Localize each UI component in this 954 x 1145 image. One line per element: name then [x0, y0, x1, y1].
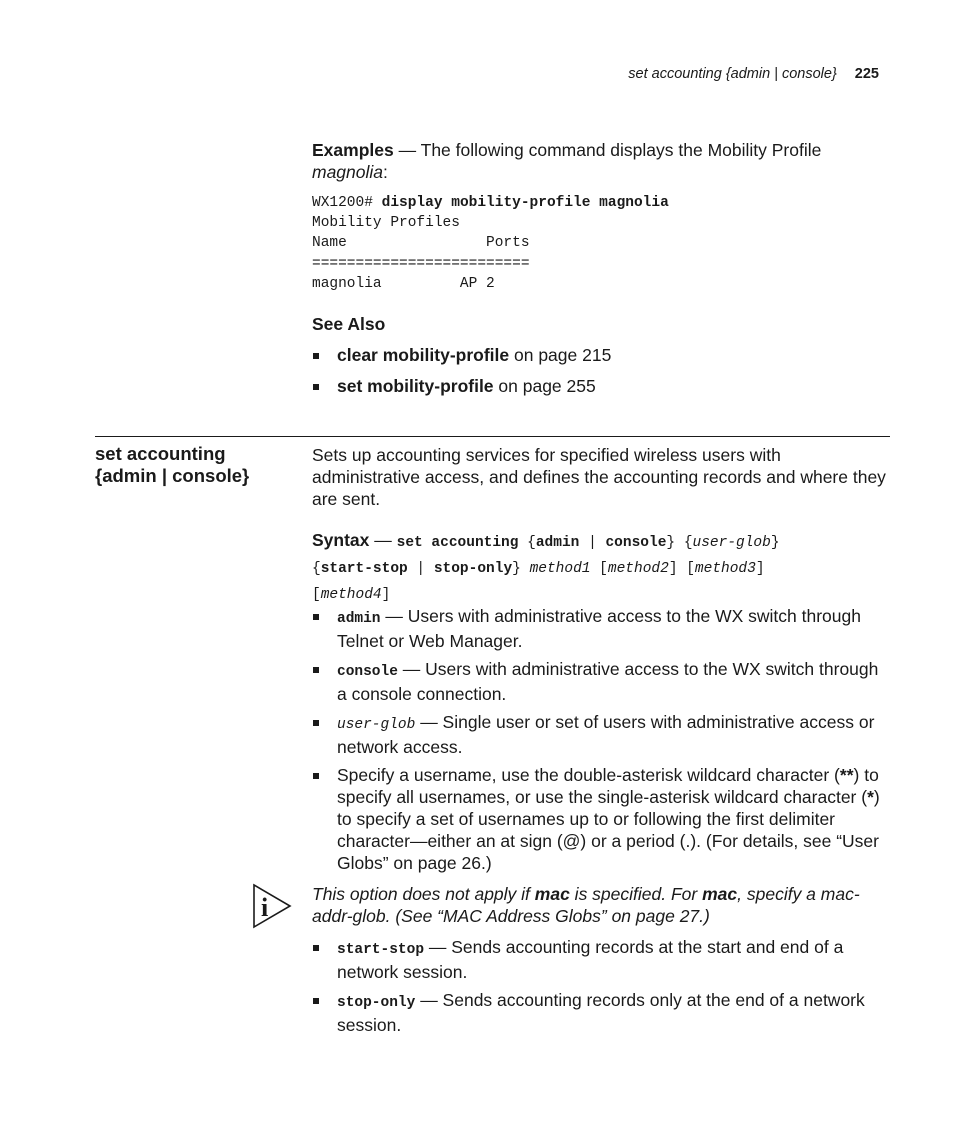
syntax-brace: { [683, 535, 693, 551]
syntax-label: Syntax [312, 530, 370, 550]
code-prompt: WX1200# [312, 195, 382, 211]
wildcard-double-asterisk: ** [839, 765, 854, 785]
syntax-stop-only: stop-only [433, 561, 513, 577]
code-line: Mobility Profiles [312, 215, 460, 232]
param-text: — Sends accounting records only at the end of a network session. [337, 990, 865, 1035]
syntax-admin: admin [535, 535, 580, 551]
syntax-brace: } [666, 535, 684, 551]
syntax-cmd: set accounting [396, 535, 519, 551]
code-line: ========================= [312, 255, 530, 272]
section-description: Sets up accounting services for specified wireless users with administrative access, and defines the accounting records and where they are sent. [312, 445, 886, 509]
note-text: is specified. For [569, 884, 703, 904]
profile-name: magnolia [312, 162, 384, 182]
syntax-dash: — [369, 530, 397, 550]
examples-paragraph [312, 139, 872, 183]
param-term: start-stop [337, 942, 425, 958]
see-also-heading: See Also [312, 314, 386, 334]
wildcard-text: ) to specify a set of usernames up to or following the first delimiter character—either an at sign (@) or a period (.). (For details, see “User Globs” on page 26.) [337, 787, 880, 873]
syntax-method: method1 [529, 561, 591, 577]
syntax-brace: } [512, 561, 530, 577]
syntax-method: method3 [694, 561, 756, 577]
note-text: , specify a mac-addr-glob. (See “MAC Address Globs” on page 27.) [312, 884, 860, 926]
param-item [312, 936, 892, 983]
syntax-block [312, 529, 892, 607]
wildcard-item [312, 764, 892, 874]
code-line: magnolia AP 2 [312, 275, 495, 292]
param-text: — Sends accounting records at the start and end of a network session. [337, 937, 844, 982]
param-item [312, 989, 892, 1036]
running-title: set accounting {admin | console} [628, 66, 837, 82]
syntax-bracket: [ [590, 561, 608, 577]
param-item [312, 605, 892, 652]
see-also-page: on page 215 [509, 345, 612, 365]
syntax-brace: { [312, 561, 321, 577]
code-command: display mobility-profile magnolia [381, 195, 669, 211]
param-term: stop-only [337, 995, 416, 1011]
examples-label: Examples [312, 140, 394, 160]
section-title-line: set accounting [95, 443, 226, 464]
syntax-brace: } [770, 535, 780, 551]
wildcard-text: ) to specify all usernames, or use the single-asterisk wildcard character ( [337, 765, 879, 807]
svg-text:i: i [261, 893, 269, 922]
see-also-page: on page 255 [493, 376, 596, 396]
param-term: user-glob [337, 717, 416, 733]
param-item [312, 658, 892, 705]
section-title [95, 443, 295, 487]
syntax-bracket: [ [312, 587, 321, 603]
syntax-start-stop: start-stop [320, 561, 408, 577]
wildcard-asterisk: * [867, 787, 874, 807]
examples-colon: : [383, 162, 388, 182]
info-icon [252, 883, 292, 929]
see-also-item [312, 375, 892, 397]
see-also-link-set-mobility-profile[interactable]: set mobility-profile [337, 376, 494, 396]
syntax-pipe: | [407, 561, 434, 577]
note-mac: mac [534, 884, 570, 904]
info-note [312, 883, 872, 927]
syntax-console: console [605, 535, 667, 551]
syntax-bracket: ] [755, 561, 765, 577]
examples-text: — The following command displays the Mobility Profile [393, 140, 822, 160]
section-divider [95, 436, 890, 437]
syntax-bracket: ] [381, 587, 391, 603]
param-term: admin [337, 611, 381, 627]
param-text: — Users with administrative access to the WX switch through Telnet or Web Manager. [337, 606, 861, 651]
syntax-user-glob: user-glob [692, 535, 771, 551]
param-text: — Single user or set of users with administrative access or network access. [337, 712, 875, 757]
see-also-link-clear-mobility-profile[interactable]: clear mobility-profile [337, 345, 510, 365]
code-line: Name Ports [312, 235, 530, 252]
syntax-brace: { [518, 535, 536, 551]
param-term: console [337, 664, 398, 680]
syntax-method: method2 [607, 561, 669, 577]
param-item [312, 711, 892, 758]
param-text: — Users with administrative access to the WX switch through a console connection. [337, 659, 879, 704]
syntax-pipe: | [579, 535, 606, 551]
syntax-bracket: ] [668, 561, 687, 577]
page-number: 225 [854, 66, 879, 82]
code-example [312, 193, 669, 294]
note-text: This option does not apply if [312, 884, 535, 904]
running-header [628, 66, 879, 82]
wildcard-text: Specify a username, use the double-asterisk wildcard character ( [337, 765, 840, 785]
note-mac: mac [702, 884, 738, 904]
syntax-method: method4 [320, 587, 382, 603]
section-title-line: {admin | console} [95, 465, 250, 486]
see-also-item [312, 344, 892, 366]
syntax-bracket: [ [686, 561, 695, 577]
